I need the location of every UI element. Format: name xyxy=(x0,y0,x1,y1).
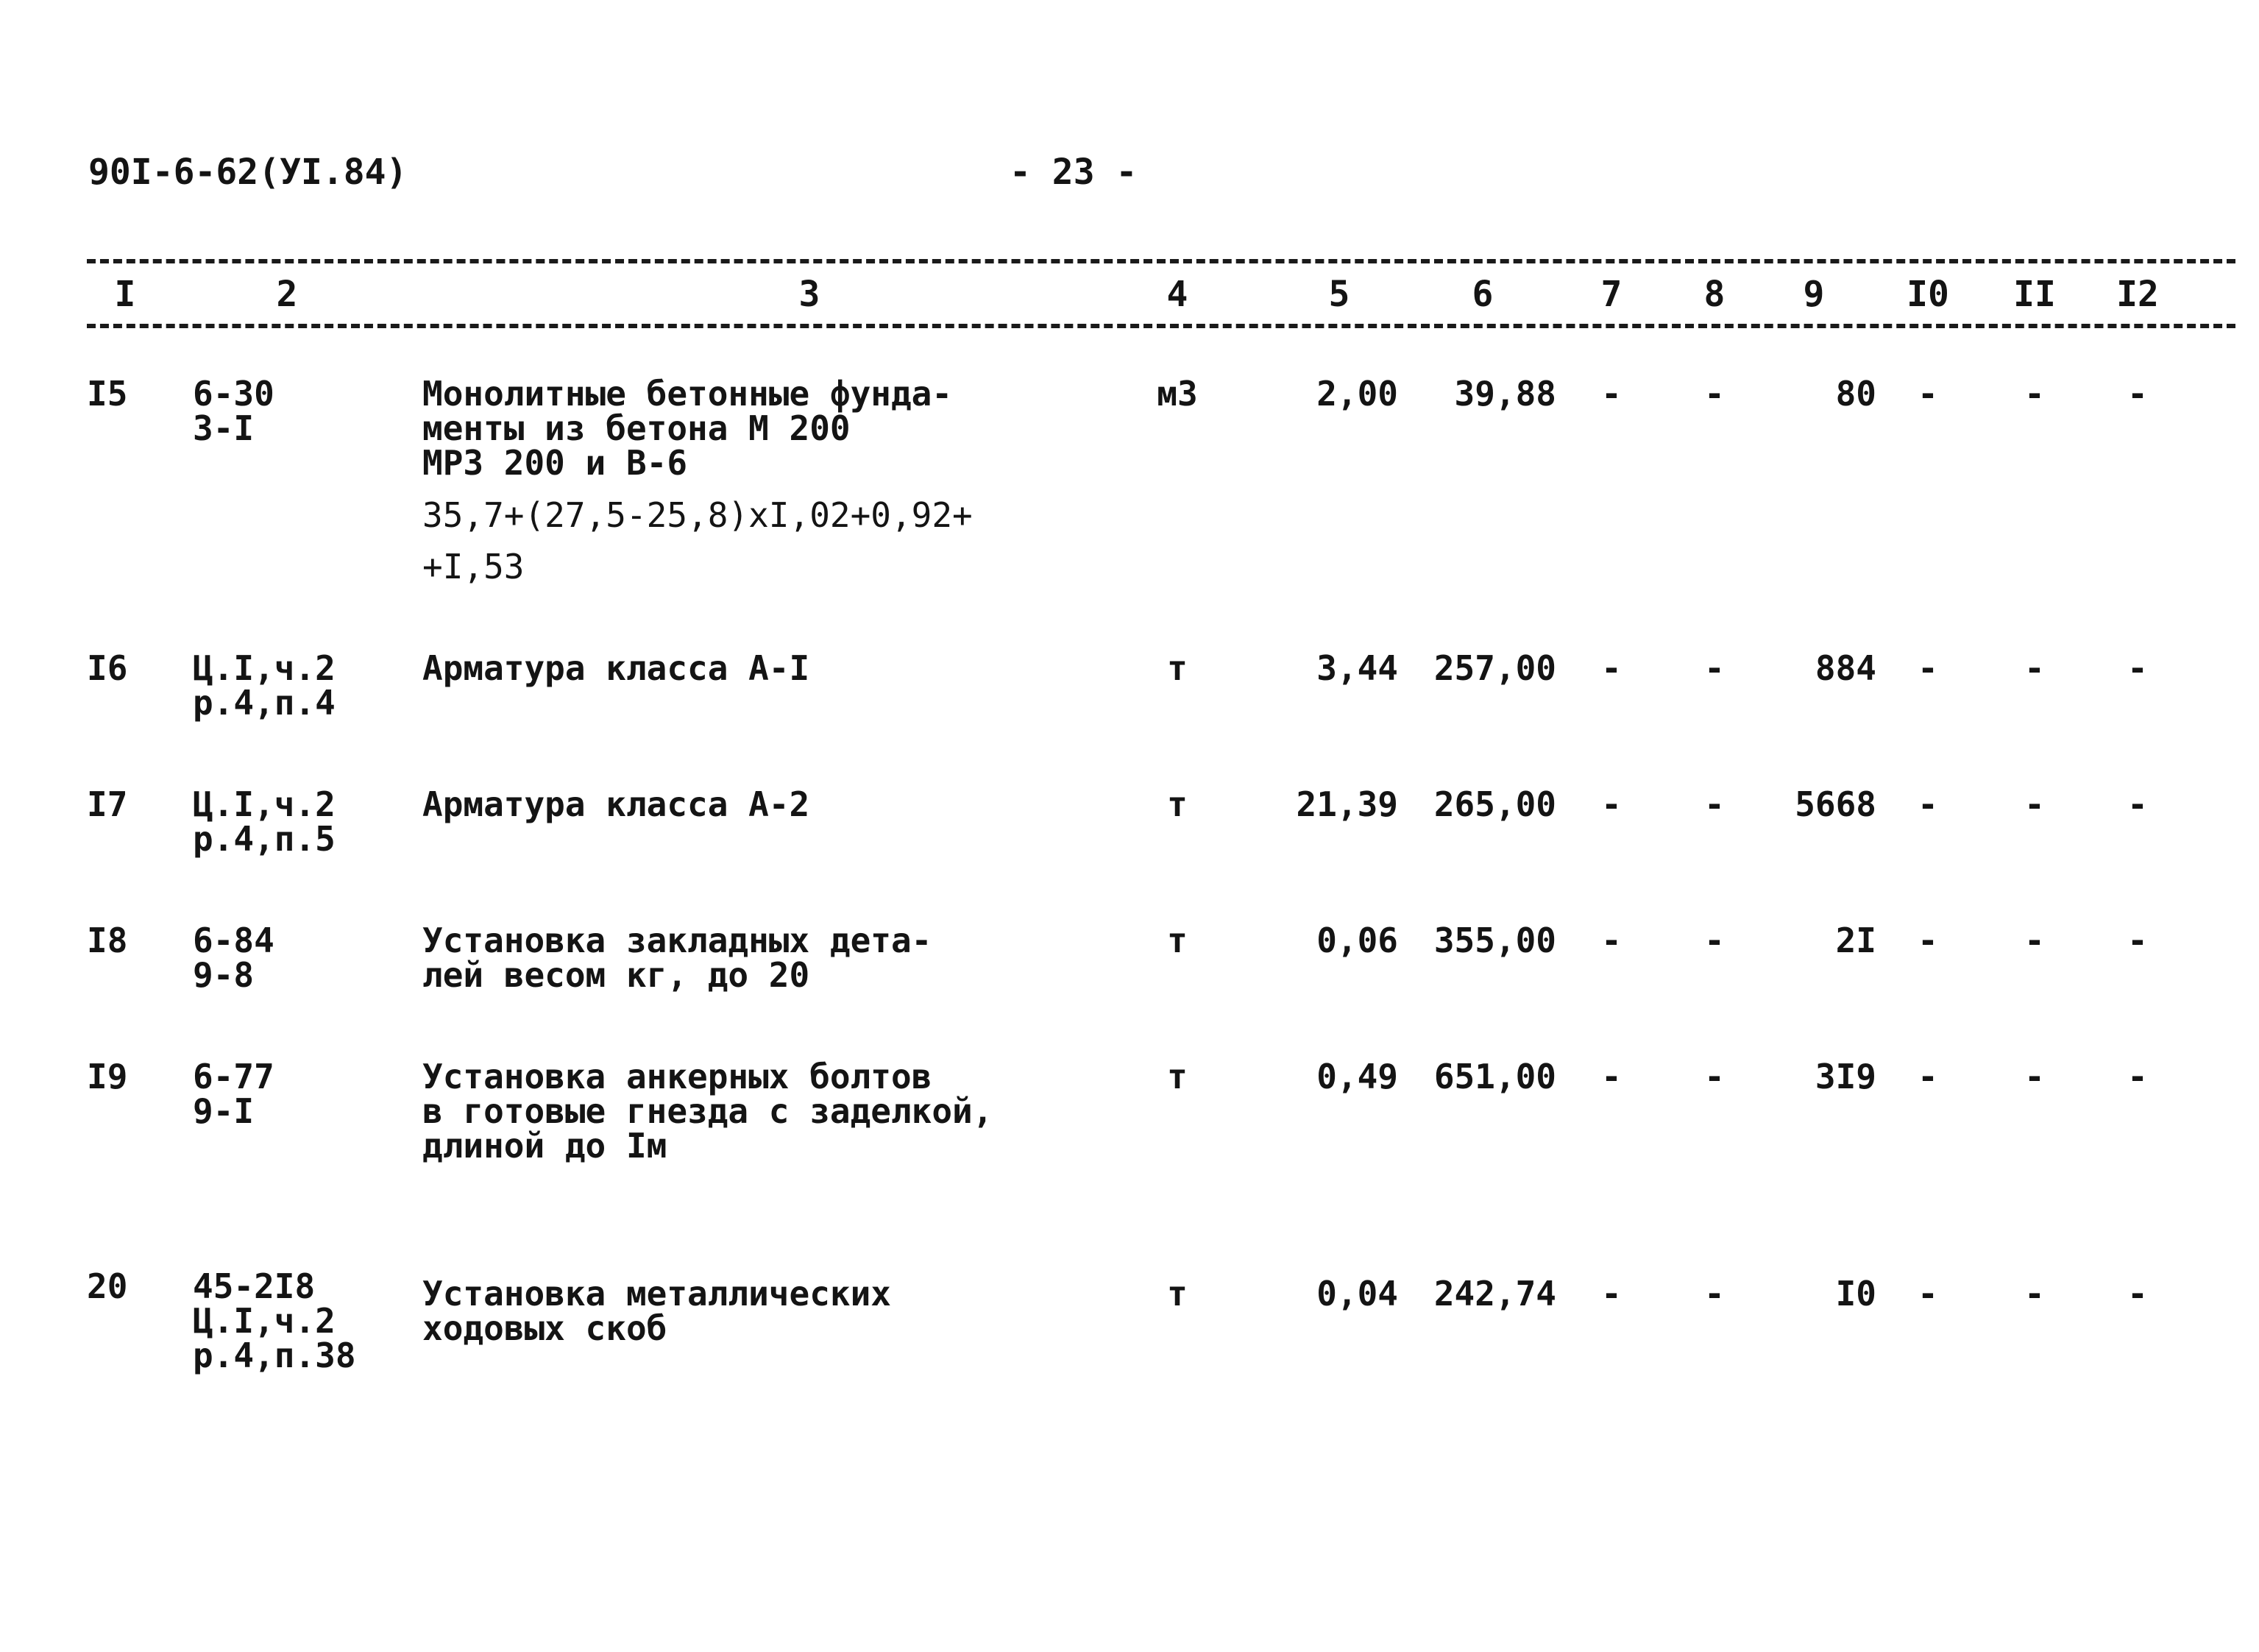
col-10-value: - xyxy=(1918,921,1938,960)
col-8-value: - xyxy=(1704,1274,1725,1314)
norm-code: 6-84 9-8 xyxy=(193,921,274,995)
work-description: Установка закладных дета- лей весом кг, до 20 xyxy=(422,921,932,995)
col-11-value: - xyxy=(2024,1057,2045,1096)
col-7-value: - xyxy=(1601,1057,1622,1096)
col-9-value: 5668 xyxy=(1795,784,1876,824)
col-8-value: - xyxy=(1704,784,1725,824)
norm-code: 6-30 3-I xyxy=(193,374,274,448)
header-bottom-rule xyxy=(87,324,2235,328)
norm-code: Ц.I,ч.2 р.4,п.4 xyxy=(193,648,336,723)
quantity: 0,04 xyxy=(1316,1274,1398,1314)
page-number: - 23 - xyxy=(1010,152,1138,193)
unit-price: 257,00 xyxy=(1433,648,1556,688)
unit-price: 265,00 xyxy=(1433,784,1556,824)
document-code: 90I-6-62(УI.84) xyxy=(88,152,408,193)
column-header-3: 3 xyxy=(798,274,820,315)
col-12-value: - xyxy=(2127,648,2148,688)
row-number: I8 xyxy=(87,921,128,960)
col-10-value: - xyxy=(1918,1057,1938,1096)
unit: т xyxy=(1167,1057,1188,1096)
unit-price: 242,74 xyxy=(1433,1274,1556,1314)
col-7-value: - xyxy=(1601,784,1622,824)
row-number: I6 xyxy=(87,648,128,688)
column-header-5: 5 xyxy=(1328,274,1350,315)
row-number: I5 xyxy=(87,374,128,414)
col-12-value: - xyxy=(2127,921,2148,960)
col-9-value: 3I9 xyxy=(1815,1057,1876,1096)
work-description: Арматура класса А-2 xyxy=(422,784,810,824)
col-12-value: - xyxy=(2127,1274,2148,1314)
norm-code: 45-2I8 Ц.I,ч.2 р.4,п.38 xyxy=(193,1266,356,1375)
quantity: 2,00 xyxy=(1316,374,1398,414)
header-top-rule xyxy=(87,259,2235,263)
column-header-10: I0 xyxy=(1907,274,1949,315)
col-9-value: I0 xyxy=(1835,1274,1876,1314)
column-header-12: I2 xyxy=(2116,274,2159,315)
work-description: Установка анкерных болтов в готовые гнезда с заделкой, длиной до Iм xyxy=(422,1057,993,1166)
col-7-value: - xyxy=(1601,1274,1622,1314)
row-number: I9 xyxy=(87,1057,128,1096)
col-8-value: - xyxy=(1704,921,1725,960)
col-8-value: - xyxy=(1704,374,1725,414)
column-header-7: 7 xyxy=(1600,274,1623,315)
col-7-value: - xyxy=(1601,921,1622,960)
col-11-value: - xyxy=(2024,921,2045,960)
col-10-value: - xyxy=(1918,648,1938,688)
unit: м3 xyxy=(1157,374,1198,414)
unit: т xyxy=(1167,1274,1188,1314)
volume-formula: 35,7+(27,5-25,8)xI,02+0,92+ +I,53 xyxy=(422,495,973,586)
quantity: 21,39 xyxy=(1296,784,1398,824)
work-description: Монолитные бетонные фунда- менты из бетона М 200 МРЗ 200 и В-6 xyxy=(422,374,953,483)
column-header-6: 6 xyxy=(1472,274,1494,315)
col-7-value: - xyxy=(1601,648,1622,688)
unit: т xyxy=(1167,784,1188,824)
work-description: Установка металлических ходовых скоб xyxy=(422,1274,891,1348)
col-11-value: - xyxy=(2024,784,2045,824)
row-number: I7 xyxy=(87,784,128,824)
column-header-8: 8 xyxy=(1703,274,1726,315)
col-11-value: - xyxy=(2024,374,2045,414)
unit: т xyxy=(1167,648,1188,688)
column-header-4: 4 xyxy=(1166,274,1188,315)
col-7-value: - xyxy=(1601,374,1622,414)
col-11-value: - xyxy=(2024,648,2045,688)
unit-price: 651,00 xyxy=(1433,1057,1556,1096)
row-number: 20 xyxy=(87,1266,128,1306)
quantity: 0,49 xyxy=(1316,1057,1398,1096)
col-9-value: 884 xyxy=(1815,648,1876,688)
column-header-1: I xyxy=(114,274,136,315)
quantity: 3,44 xyxy=(1316,648,1398,688)
norm-code: 6-77 9-I xyxy=(193,1057,274,1131)
column-header-11: II xyxy=(2013,274,2056,315)
col-12-value: - xyxy=(2127,374,2148,414)
col-12-value: - xyxy=(2127,1057,2148,1096)
column-header-9: 9 xyxy=(1803,274,1825,315)
unit: т xyxy=(1167,921,1188,960)
col-10-value: - xyxy=(1918,784,1938,824)
unit-price: 355,00 xyxy=(1433,921,1556,960)
col-9-value: 2I xyxy=(1835,921,1876,960)
col-11-value: - xyxy=(2024,1274,2045,1314)
column-header-2: 2 xyxy=(276,274,298,315)
work-description: Арматура класса А-I xyxy=(422,648,810,688)
col-12-value: - xyxy=(2127,784,2148,824)
col-8-value: - xyxy=(1704,648,1725,688)
col-10-value: - xyxy=(1918,1274,1938,1314)
col-8-value: - xyxy=(1704,1057,1725,1096)
unit-price: 39,88 xyxy=(1454,374,1556,414)
norm-code: Ц.I,ч.2 р.4,п.5 xyxy=(193,784,336,859)
col-9-value: 80 xyxy=(1835,374,1876,414)
col-10-value: - xyxy=(1918,374,1938,414)
quantity: 0,06 xyxy=(1316,921,1398,960)
